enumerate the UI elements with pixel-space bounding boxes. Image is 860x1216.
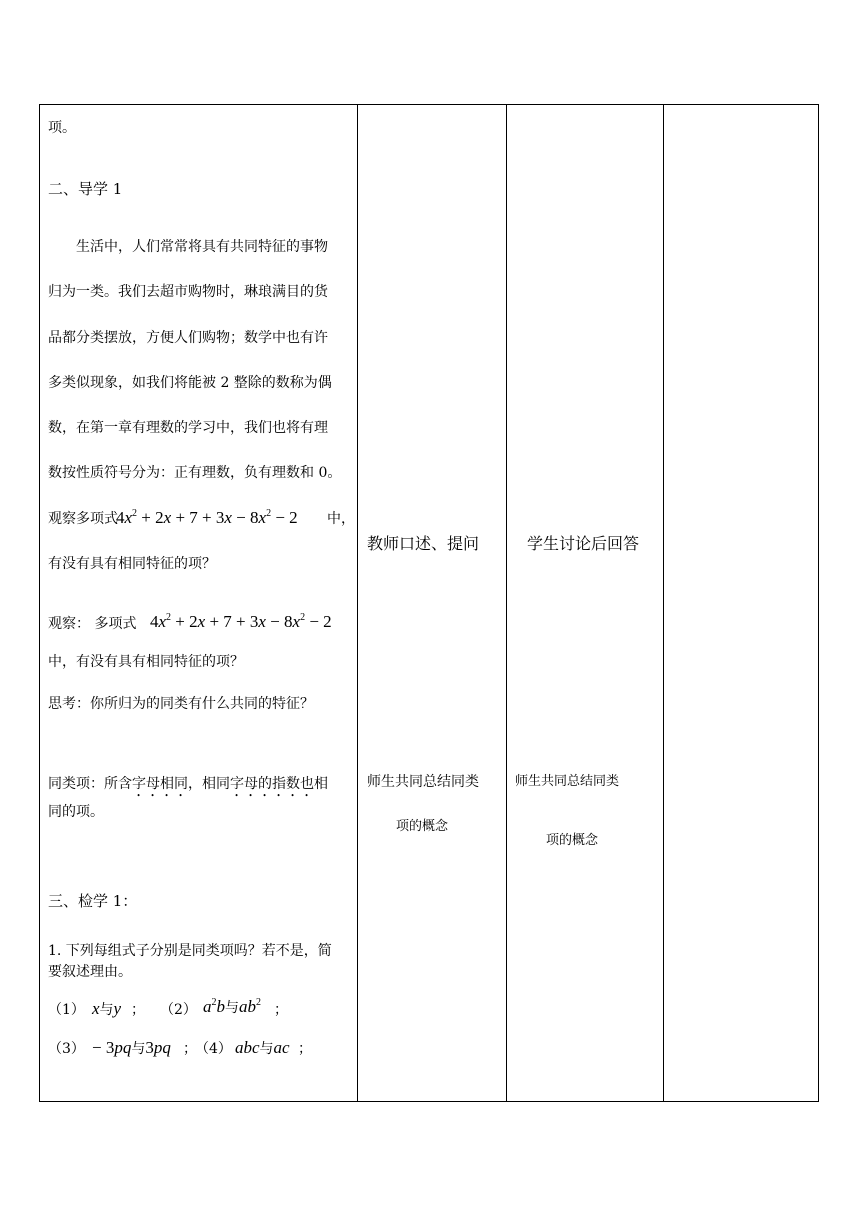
observe-prompt: 观察多项式	[48, 511, 118, 527]
question-1-line2: 要叙述理由。	[48, 964, 132, 980]
expression-a2b-ab2: $a^2b$与$ab^2$	[203, 997, 261, 1016]
separator: ；	[131, 1002, 145, 1018]
sub-question-1: （1）	[48, 1002, 85, 1018]
think-prompt: 思考：你所归为的同类有什么共同的特征？	[48, 696, 314, 712]
polynomial-expression-2: $4x^2 + 2x + 7 + 3x - 8x^2 - 2$	[150, 612, 332, 631]
separator: ；	[183, 1041, 197, 1057]
definition-like-terms: 同类项：所含字母相同，相同字母的指数也相	[48, 776, 328, 792]
observe-question: 有没有具有相同特征的项？	[48, 556, 216, 572]
sub-question-2: （2）	[160, 1002, 197, 1018]
question-1: 1. 下列每组式子分别是同类项吗？若不是，简	[48, 943, 332, 959]
sub-question-4: （4）	[195, 1041, 232, 1057]
observe-prompt-2: 观察： 多项式	[48, 616, 137, 632]
teacher-summary: 师生共同总结同类	[367, 774, 479, 790]
paragraph-line: 数按性质符号分为：正有理数，负有理数和 0。	[48, 465, 342, 481]
column-divider	[506, 104, 507, 1102]
expression-pq: − 3pq与3pq	[92, 1038, 171, 1057]
paragraph-line: 品都分类摆放，方便人们购物；数学中也有许	[48, 330, 328, 346]
student-summary: 师生共同总结同类	[515, 774, 620, 789]
expression-x-y: x与y	[92, 999, 122, 1018]
student-action: 学生讨论后回答	[527, 534, 640, 553]
polynomial-expression: $4x^2 + 2x + 7 + 3x - 8x^2 - 2$	[116, 508, 298, 527]
student-summary-line2: 项的概念	[546, 833, 599, 848]
column-divider	[357, 104, 358, 1102]
section-heading-guide: 二、导学 1	[48, 180, 123, 198]
sub-question-3: （3）	[48, 1041, 85, 1057]
paragraph-line: 生活中，人们常常将具有共同特征的事物	[76, 239, 328, 255]
separator: ；	[274, 1002, 288, 1018]
continuation-text: 项。	[48, 120, 76, 136]
teacher-summary-line2: 项的概念	[396, 819, 449, 834]
separator: ；	[298, 1041, 312, 1057]
observe-suffix: 中，	[327, 511, 355, 527]
paragraph-line: 多类似现象，如我们将能被 2 整除的数称为偶	[48, 375, 332, 391]
teacher-action: 教师口述、提问	[367, 534, 480, 553]
paragraph-line: 归为一类。我们去超市购物时，琳琅满目的货	[48, 284, 328, 300]
section-heading-check: 三、检学 1：	[48, 892, 138, 910]
column-divider	[663, 104, 664, 1102]
expression-abc-ac: abc与ac	[235, 1038, 290, 1057]
definition-line2: 同的项。	[48, 804, 104, 820]
paragraph-line: 数，在第一章有理数的学习中，我们也将有理	[48, 420, 328, 436]
observe-question-2: 中，有没有具有相同特征的项？	[48, 654, 244, 670]
